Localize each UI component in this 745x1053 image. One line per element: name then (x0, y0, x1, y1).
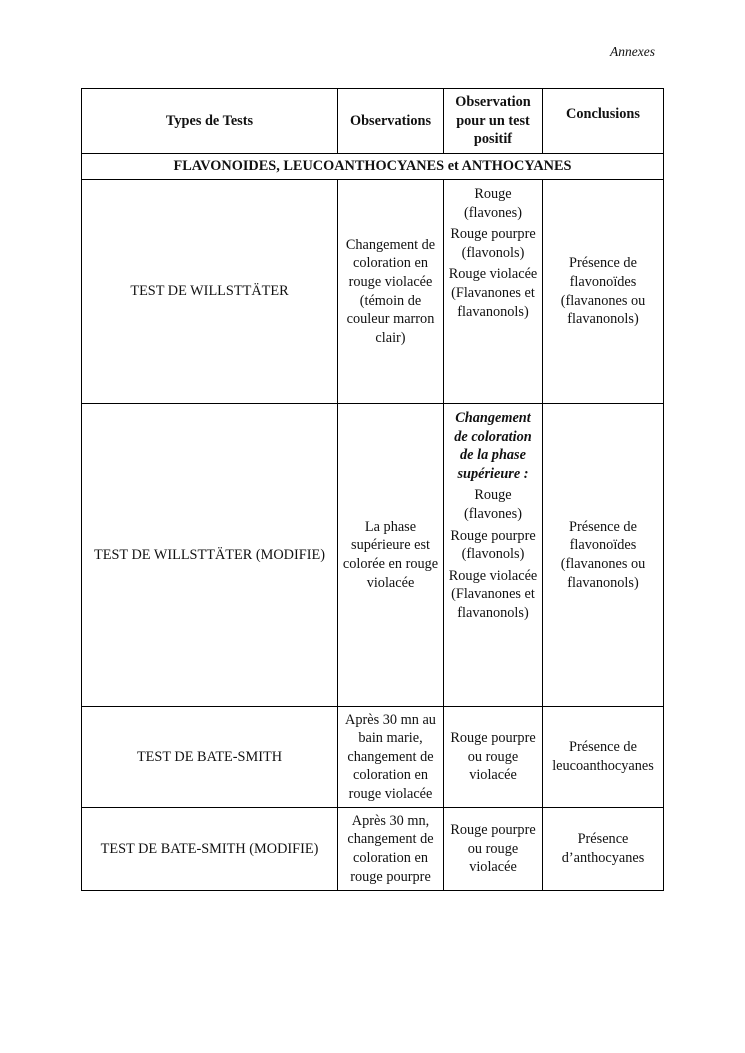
positive-item: Rouge (flavones) (464, 487, 522, 522)
observation: Changement de coloration en rouge violacée (témoin de couleur marron clair) (338, 180, 444, 404)
table-header-row (82, 89, 664, 154)
positive-result (444, 180, 543, 404)
positive-item: Rouge (flavones) (464, 186, 522, 221)
positive-intro: Changement de coloration de la phase supérieure : (454, 410, 532, 482)
table-row (82, 180, 664, 404)
positive-result (444, 404, 543, 707)
positive-item: Rouge violacée (Flavanones et flavanonols) (448, 266, 538, 320)
tests-table (81, 88, 664, 891)
column-header: Observations (338, 89, 444, 154)
test-name: TEST DE WILLSTTÄTER (82, 180, 338, 404)
observation: La phase supérieure est colorée en rouge violacée (338, 404, 444, 707)
positive-item: Rouge pourpre ou rouge violacée (450, 730, 536, 784)
observation: Après 30 mn, changement de coloration en rouge pourpre (338, 808, 444, 891)
column-header: Conclusions (543, 89, 664, 154)
conclusion: Présence de flavonoïdes (flavanones ou flavanonols) (543, 180, 664, 404)
positive-result (444, 808, 543, 891)
table-row (82, 404, 664, 707)
positive-result (444, 707, 543, 808)
positive-item: Rouge pourpre (flavonols) (450, 527, 536, 563)
conclusion: Présence de leucoanthocyanes (543, 707, 664, 808)
column-header: Types de Tests (82, 89, 338, 154)
running-header: Annexes (610, 44, 655, 59)
positive-item: Rouge pourpre (flavonols) (450, 226, 536, 261)
section-row (82, 154, 664, 180)
table-row (82, 707, 664, 808)
test-name: TEST DE BATE-SMITH (82, 707, 338, 808)
column-header: Observation pour un test positif (444, 89, 543, 154)
test-name: TEST DE WILLSTTÄTER (MODIFIE) (82, 404, 338, 707)
conclusion: Présence de flavonoïdes (flavanones ou flavanonols) (543, 404, 664, 707)
observation: Après 30 mn au bain marie, changement de coloration en rouge violacée (338, 707, 444, 808)
section-title: FLAVONOIDES, LEUCOANTHOCYANES et ANTHOCYANES (82, 154, 664, 180)
positive-item: Rouge violacée (Flavanones et flavanonols) (448, 567, 538, 621)
test-name: TEST DE BATE-SMITH (MODIFIE) (82, 808, 338, 891)
conclusion: Présence d’anthocyanes (543, 808, 664, 891)
positive-item: Rouge pourpre ou rouge violacée (450, 822, 536, 876)
table-row (82, 808, 664, 891)
